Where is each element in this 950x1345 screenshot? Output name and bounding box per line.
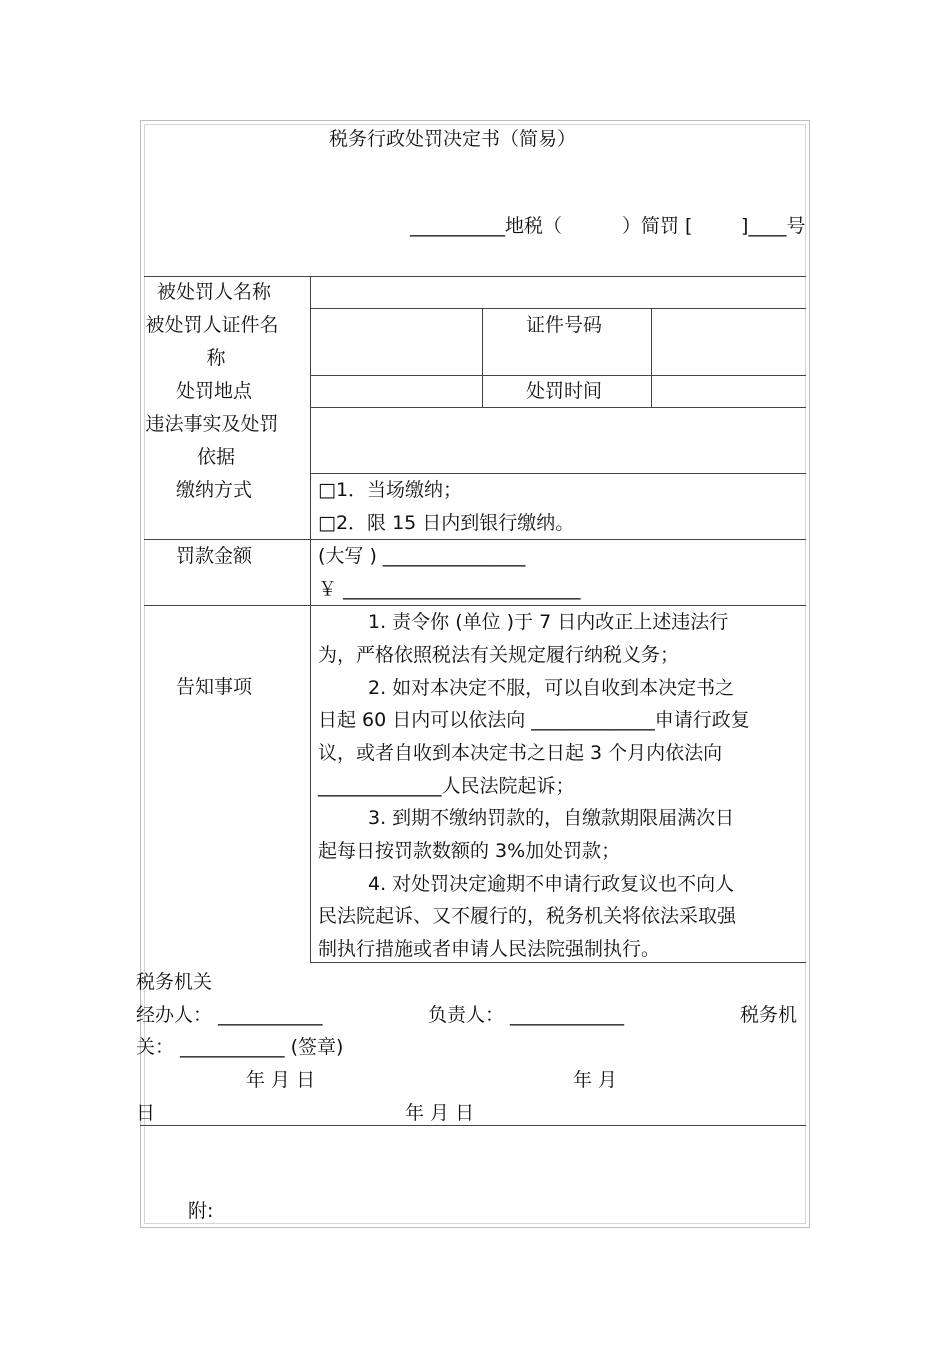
rule-footer [140, 1125, 806, 1126]
rule-col-right [651, 308, 652, 407]
responsible-field: 负责人： ____________ [428, 1004, 625, 1026]
name-label: 被处罚人名称 [156, 281, 272, 303]
id-name-label-cont: 称 [206, 347, 226, 369]
payment-option-bank: □2．限 15 日内到银行缴纳。 [318, 512, 575, 534]
payment-option-onsite: □1．当场缴纳； [318, 479, 463, 501]
notice-line: 议，或者自收到本决定书之日起 3 个月内依法向 [318, 742, 723, 764]
notice-line: 2. 如对本决定不服，可以自收到本决定书之 [368, 677, 735, 699]
attachment-label: 附: [188, 1200, 214, 1222]
amount-label: 罚款金额 [175, 545, 253, 567]
rule-col-main [310, 276, 311, 962]
rule-id [310, 375, 806, 376]
amount-uppercase: (大写 ) _______________ [318, 545, 526, 567]
notice-label: 告知事项 [175, 676, 253, 698]
facts-label-cont: 依据 [196, 446, 236, 468]
facts-label: 违法事实及处罚 [145, 413, 279, 435]
rule-amount [144, 605, 806, 606]
doc-number-prefix: __________地税（ [410, 215, 563, 237]
rule-col-mid [482, 308, 483, 407]
notice-line: 日起 60 日内可以依法向 _____________申请行政复 [318, 709, 750, 731]
doc-number-suffix: ]____号 [741, 215, 806, 237]
time-label: 处罚时间 [525, 380, 603, 402]
doc-number-middle: ）简罚 [ [622, 215, 693, 237]
authority-seal-field: 关： ___________ (签章) [136, 1036, 344, 1058]
notice-line: 民法院起诉、又不履行的，税务机关将依法采取强 [318, 905, 737, 927]
rule-notice [310, 962, 806, 963]
rule-facts [310, 473, 806, 474]
rule-payment [144, 539, 806, 540]
payment-label: 缴纳方式 [175, 479, 253, 501]
notice-line: 4. 对处罚决定逾期不申请行政复议也不向人 [368, 873, 735, 895]
notice-line: 1. 责令你 (单位 )于 7 日内改正上述违法行 [368, 611, 729, 633]
notice-line: 3. 到期不缴纳罚款的，自缴款期限届满次日 [368, 807, 735, 829]
id-number-label: 证件号码 [525, 314, 603, 336]
notice-line: 起每日按罚款数额的 3%加处罚款； [318, 840, 621, 862]
tax-authority-right: 税务机 [740, 1004, 798, 1026]
document-title: 税务行政处罚决定书（简易） [329, 128, 577, 150]
rule-place [310, 407, 806, 408]
id-name-label: 被处罚人证件名 [145, 314, 279, 336]
rule-top [144, 276, 806, 277]
notice-line: _____________人民法院起诉； [318, 775, 575, 797]
notice-line: 为，严格依照税法有关规定履行纳税义务； [318, 644, 680, 666]
amount-yen: ￥ _________________________ [318, 578, 581, 600]
date-handler: 年 月 日 [246, 1069, 316, 1091]
place-label: 处罚地点 [175, 380, 253, 402]
notice-line: 制执行措施或者申请人民法院强制执行。 [318, 938, 661, 960]
date-responsible: 年 月 [573, 1069, 618, 1091]
handler-field: 经办人： ___________ [136, 1004, 323, 1026]
date-day-char: 日 [136, 1102, 156, 1124]
rule-name [310, 308, 806, 309]
tax-authority-label: 税务机关 [136, 971, 213, 993]
date-authority: 年 月 日 [405, 1102, 475, 1124]
